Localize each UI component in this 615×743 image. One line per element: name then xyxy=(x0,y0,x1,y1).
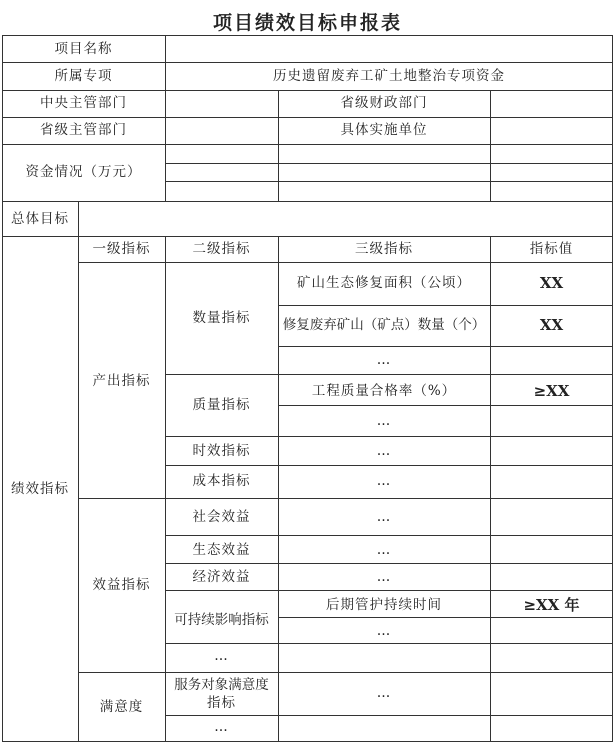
group-benefit: 效益指标 xyxy=(92,577,151,593)
ind-mine-count: 修复废弃矿山（矿点）数量（个） xyxy=(282,317,486,333)
ind-ellipsis: … xyxy=(376,542,392,558)
ind-ellipsis: … xyxy=(376,569,392,585)
group-output: 产出指标 xyxy=(92,373,151,389)
ind-ellipsis: … xyxy=(376,509,392,525)
sub-ellipsis: … xyxy=(214,648,229,664)
label-special-fund: 所属专项 xyxy=(54,68,113,84)
label-performance: 绩效指标 xyxy=(11,481,69,497)
group-satisfaction: 满意度 xyxy=(99,699,144,715)
sub-economic: 经济效益 xyxy=(192,569,251,585)
sub-service-sat-line1: 服务对象满意度 xyxy=(174,677,269,693)
label-provincial-dept: 省级主管部门 xyxy=(40,122,127,138)
label-impl-unit: 具体实施单位 xyxy=(340,122,428,138)
ind-ellipsis: … xyxy=(376,473,392,489)
header-level3: 三级指标 xyxy=(355,241,413,257)
sub-sustainable: 可持续影响指标 xyxy=(174,612,269,628)
label-provincial-finance: 省级财政部门 xyxy=(340,95,428,111)
ind-quality-rate: 工程质量合格率（%） xyxy=(311,383,457,399)
label-funds: 资金情况（万元） xyxy=(25,164,142,180)
page-title: 项目绩效目标申报表 xyxy=(212,12,402,34)
ind-ellipsis: … xyxy=(376,443,392,459)
sub-quality: 质量指标 xyxy=(192,397,251,413)
ind-ellipsis: … xyxy=(376,413,392,429)
val-quality-rate: ≥XX xyxy=(533,382,570,400)
header-level2: 二级指标 xyxy=(192,241,251,257)
label-project-name: 项目名称 xyxy=(54,41,113,57)
ind-ellipsis: … xyxy=(376,623,392,639)
val-restore-area: XX xyxy=(539,274,564,292)
sub-social: 社会效益 xyxy=(192,509,251,525)
sub-quantity: 数量指标 xyxy=(192,310,251,326)
sub-ecological: 生态效益 xyxy=(192,542,251,558)
sub-cost: 成本指标 xyxy=(192,473,251,489)
val-maintain-time: ≥XX 年 xyxy=(523,596,580,614)
ind-ellipsis: … xyxy=(376,685,392,701)
sub-service-sat-line2: 指标 xyxy=(207,695,236,711)
special-fund-value: 历史遗留废弃工矿土地整治专项资金 xyxy=(273,68,505,84)
ind-ellipsis: … xyxy=(376,352,392,368)
label-overall-goal: 总体目标 xyxy=(11,211,69,227)
sub-ellipsis: … xyxy=(214,719,229,735)
ind-restore-area: 矿山生态修复面积（公顷） xyxy=(297,275,471,291)
header-value: 指标值 xyxy=(529,241,574,257)
label-central-dept: 中央主管部门 xyxy=(40,95,127,111)
header-level1: 一级指标 xyxy=(92,241,151,257)
val-mine-count: XX xyxy=(539,316,564,334)
ind-maintain-time: 后期管护持续时间 xyxy=(326,597,442,613)
sub-timeliness: 时效指标 xyxy=(192,443,251,459)
